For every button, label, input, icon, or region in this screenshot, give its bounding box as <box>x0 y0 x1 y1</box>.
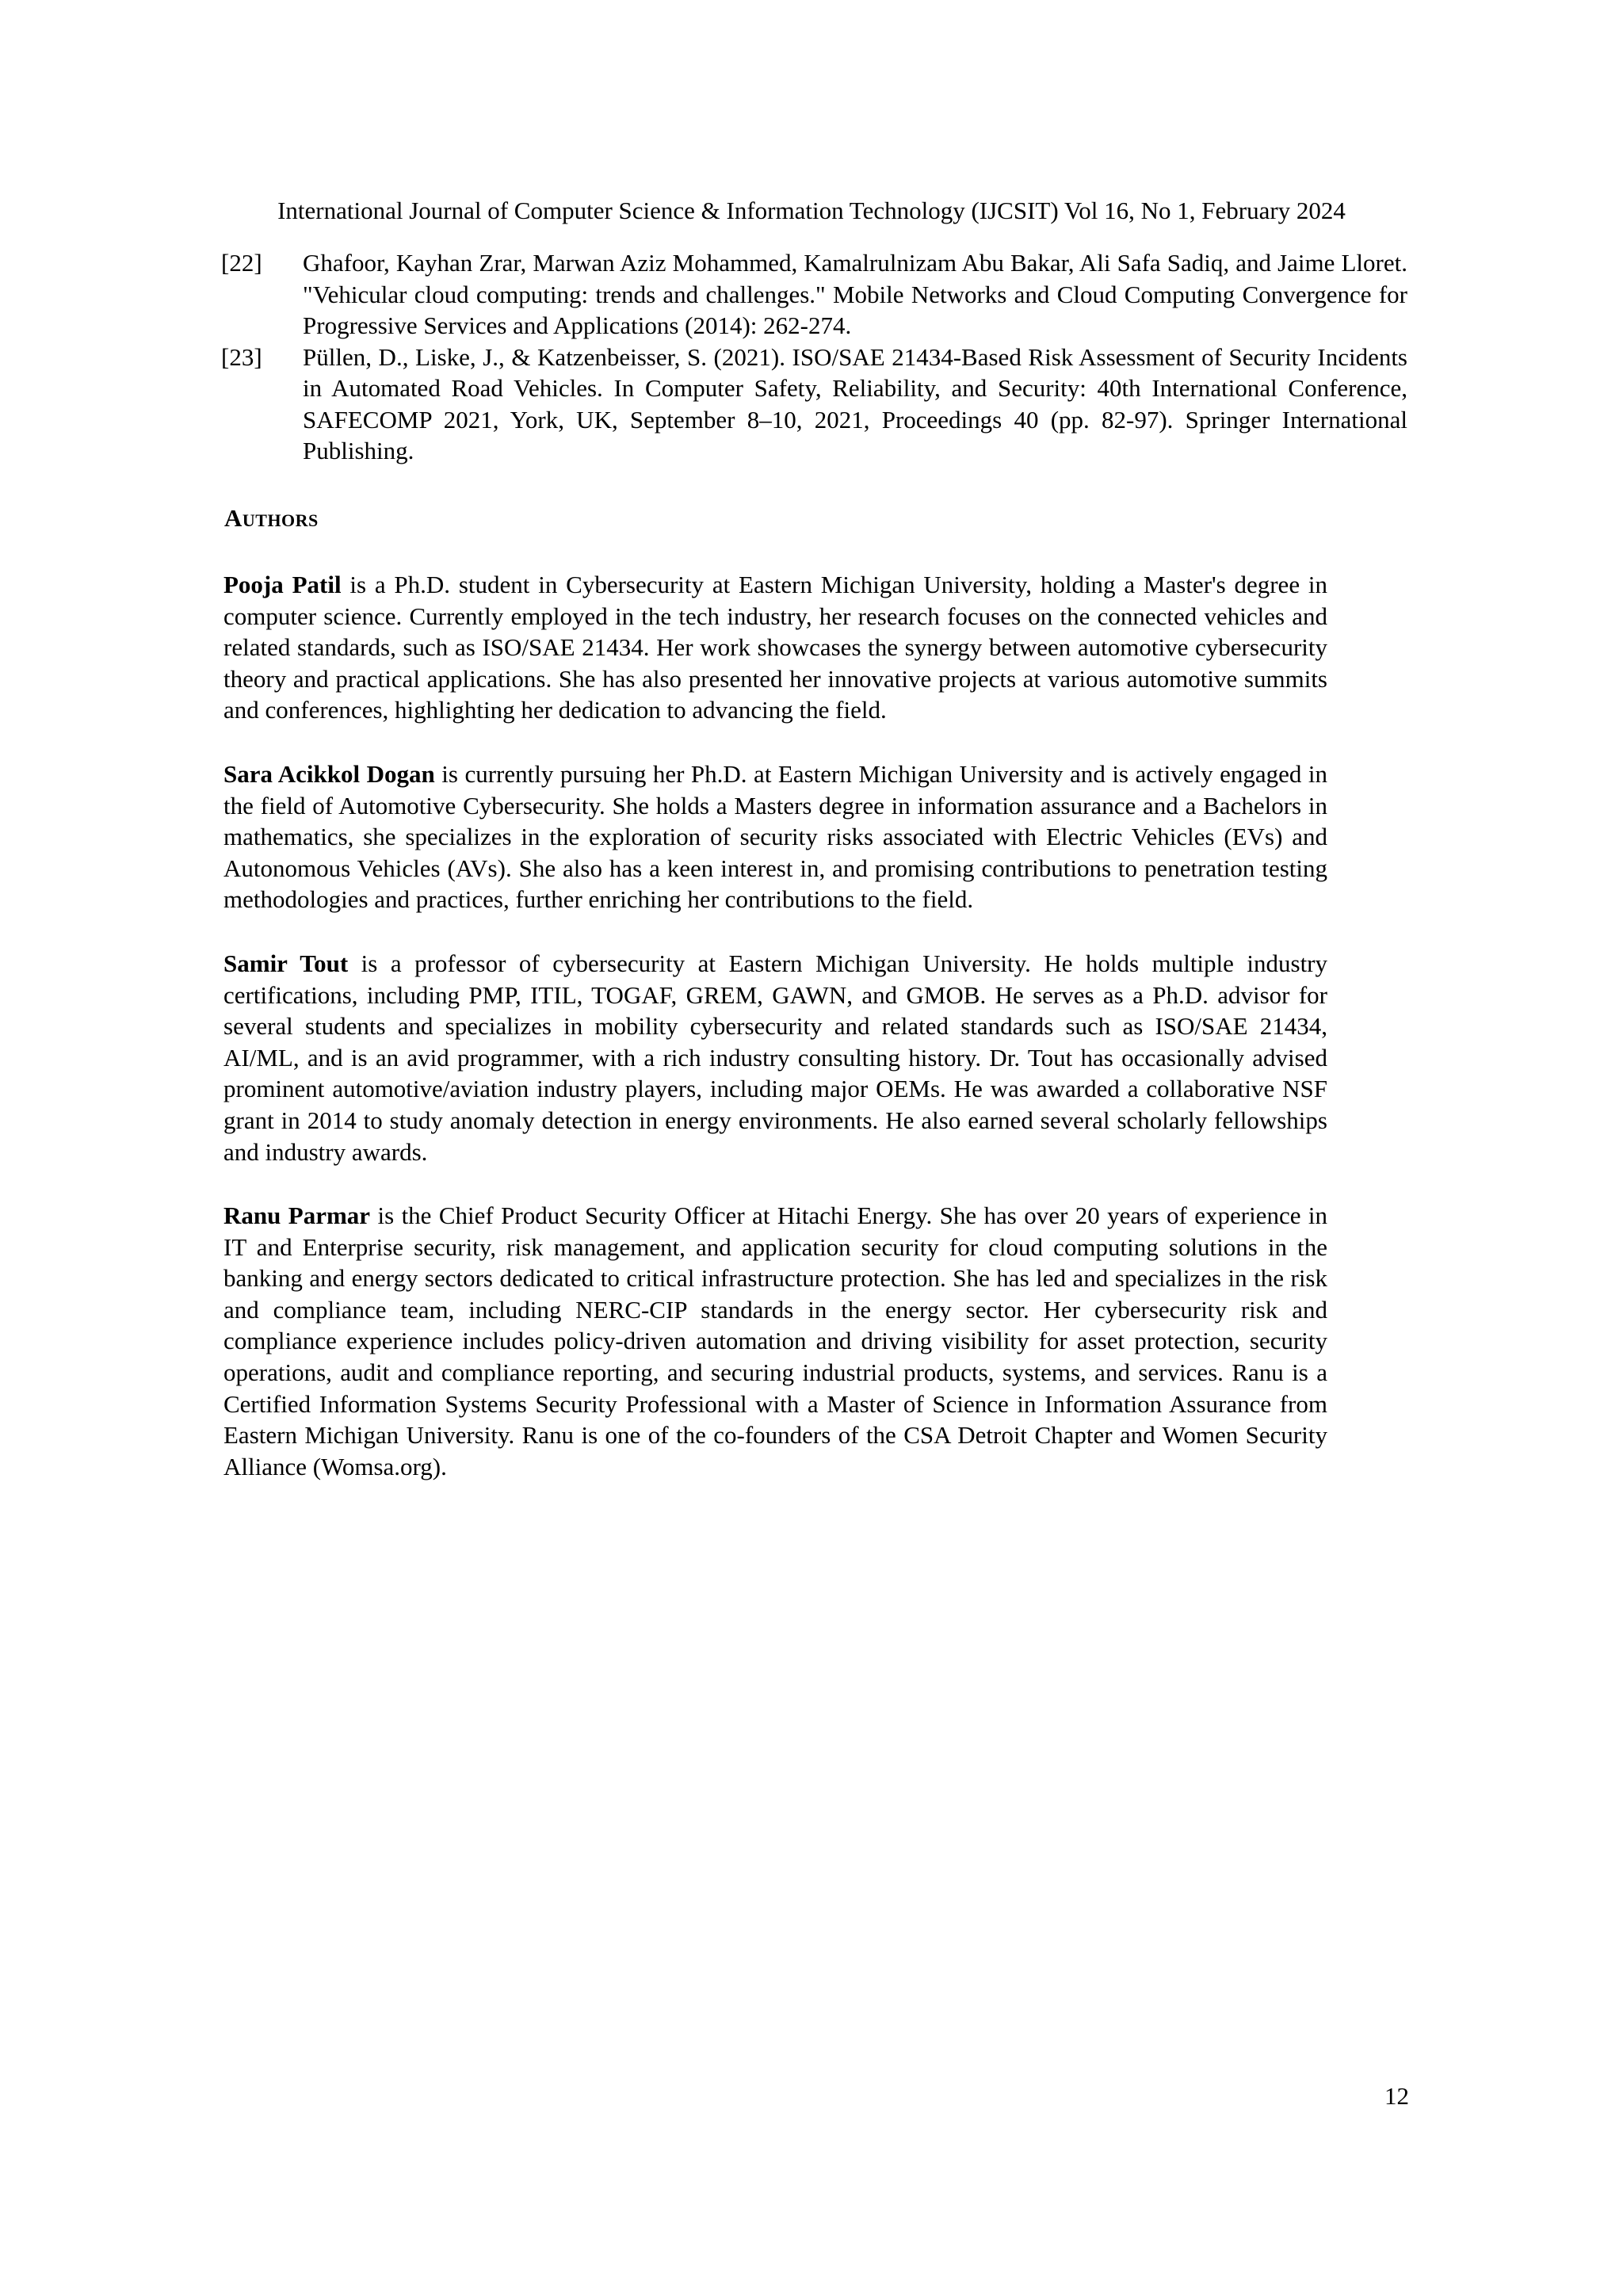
reference-number: [22] <box>221 249 262 277</box>
author-bio <box>223 569 1327 726</box>
author-bios <box>223 569 1327 1515</box>
author-name: Sara Acikkol Dogan <box>223 759 435 788</box>
authors-heading: Authors <box>224 504 319 532</box>
author-bio <box>223 758 1327 915</box>
reference-list <box>221 247 1407 467</box>
author-name: Ranu Parmar <box>223 1201 371 1230</box>
running-header: International Journal of Computer Science & Information Technology (IJCSIT) Vol 16, No 1, February 2024 <box>277 197 1346 224</box>
reference-item <box>221 247 1407 342</box>
author-bio-text: is the Chief Product Security Officer at Hitachi Energy. She has over 20 years of experience in IT and Enterprise security, risk management, and application security for cloud computing solutions in the banking and energy sectors dedicated to critical infrastructure protection. She has led and specializes in the risk and compliance team, including NERC-CIP standards in the energy sector. Her cybersecurity risk and compliance experience includes policy-driven automation and driving visibility for asset protection, security operations, audit and compliance reporting, and securing industrial products, systems, and services. Ranu is a Certified Information Systems Security Professional with a Master of Science in Information Assurance from Eastern Michigan University. Ranu is one of the co-founders of the CSA Detroit Chapter and Women Security Alliance (Womsa.org). <box>223 1201 1327 1480</box>
author-name: Pooja Patil <box>223 571 342 598</box>
reference-text: Ghafoor, Kayhan Zrar, Marwan Aziz Mohammed, Kamalrulnizam Abu Bakar, Ali Safa Sadiq, and Jaime Lloret. "Vehicular cloud computing: trends and challenges." Mobile Networks and Cloud Computing Convergence for Progressive Services and Applications (2014): 262-274. <box>303 249 1407 339</box>
page-number: 12 <box>1384 2082 1409 2110</box>
author-bio-text: is currently pursuing her Ph.D. at Eastern Michigan University and is actively engaged in the field of Automotive Cybersecurity. She holds a Masters degree in information assurance and a Bachelors in mathematics, she specializes in the exploration of security risks associated with Electric Vehicles (EVs) and Autonomous Vehicles (AVs). She also has a keen interest in, and promising contributions to penetration testing methodologies and practices, further enriching her contributions to the field. <box>223 759 1327 914</box>
author-bio-text: is a professor of cybersecurity at Eastern Michigan University. He holds multiple industry certifications, including PMP, ITIL, TOGAF, GREM, GAWN, and GMOB. He serves as a Ph.D. advisor for several students and specializes in mobility cybersecurity and related standards such as ISO/SAE 21434, AI/ML, and is an avid programmer, with a rich industry consulting history. Dr. Tout has occasionally advised prominent automotive/aviation industry players, including major OEMs. He was awarded a collaborative NSF grant in 2014 to study anomaly detection in energy environments. He also earned several scholarly fellowships and industry awards. <box>223 949 1328 1166</box>
reference-item <box>221 342 1407 467</box>
author-name: Samir Tout <box>223 949 349 977</box>
author-bio <box>223 948 1327 1167</box>
author-bio <box>223 1200 1327 1482</box>
reference-number: [23] <box>221 342 262 371</box>
author-bio-text: is a Ph.D. student in Cybersecurity at Eastern Michigan University, holding a Master's degree in computer science. Currently employed in the tech industry, her research focuses on the connected vehicles and related standards, such as ISO/SAE 21434. Her work showcases the synergy between automotive cybersecurity theory and practical applications. She has also presented her innovative projects at various automotive summits and conferences, highlighting her dedication to advancing the field. <box>223 571 1327 724</box>
reference-text: Püllen, D., Liske, J., & Katzenbeisser, S. (2021). ISO/SAE 21434-Based Risk Assessment of Security Incidents in Automated Road Vehicles. In Computer Safety, Reliability, and Security: 40th International Conference, SAFECOMP 2021, York, UK, September 8–10, 2021, Proceedings 40 (pp. 82-97). Springer International Publishing. <box>303 342 1407 464</box>
